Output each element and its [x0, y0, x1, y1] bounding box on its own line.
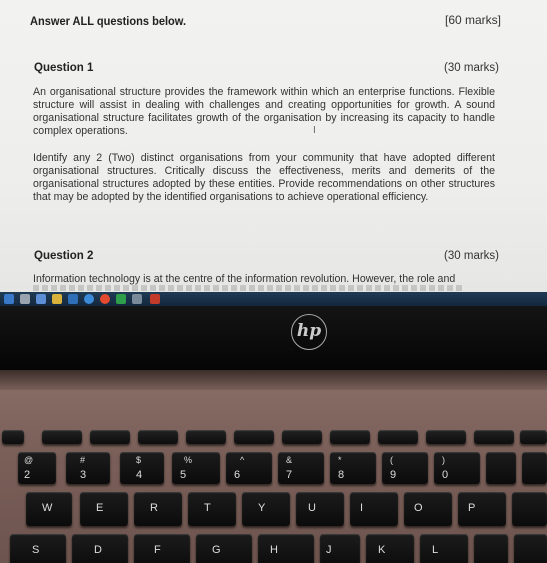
key-4[interactable]	[120, 452, 164, 484]
question-1-marks: (30 marks)	[444, 62, 499, 74]
key-9-shift-label: (	[390, 455, 393, 465]
key-f7[interactable]	[330, 430, 370, 444]
key-esc[interactable]	[2, 430, 24, 444]
key-9[interactable]	[382, 452, 428, 484]
key-f9[interactable]	[426, 430, 466, 444]
hp-logo-icon: hp	[291, 314, 327, 350]
search-icon[interactable]	[20, 294, 30, 304]
key-r[interactable]	[134, 492, 182, 526]
acrobat-icon[interactable]	[150, 294, 160, 304]
word-icon[interactable]	[68, 294, 78, 304]
key-5-shift-label: %	[184, 455, 193, 465]
question-1-paragraph-2: Identify any 2 (Two) distinct organisations from your community that have adopted different organisational structures. Critically discuss the effectiveness, merits and demerits of the organisational structures adopted by these entities. Provide recommendations on other structures that may be adopted by the identified organisations to achieve operational efficiency.	[33, 152, 495, 203]
question-1-paragraph-1: An organisational structure provides the framework within which an enterprise functions. Flexible structure will assist in dealing with challenges and creating opportunities for growth. A sound organisational structure facilitates growth of the organisation by increasing its capacity to handle complex operations.	[33, 86, 495, 137]
key-f8[interactable]	[378, 430, 418, 444]
key-7-shift-label: &	[286, 455, 293, 465]
key-4-label: 4	[136, 469, 143, 481]
key-i-label: I	[360, 502, 364, 514]
key-d-label: D	[94, 544, 102, 556]
key-e[interactable]	[80, 492, 128, 526]
key-semicolon[interactable]	[474, 534, 508, 563]
excel-icon[interactable]	[116, 294, 126, 304]
key-f-label: F	[154, 544, 161, 556]
key-2-shift-label: @	[24, 455, 34, 465]
key-8-shift-label: *	[338, 455, 342, 465]
key-3-shift-label: #	[80, 455, 86, 465]
question-1-title: Question 1	[34, 62, 94, 74]
key-s[interactable]	[10, 534, 66, 563]
key-p[interactable]	[458, 492, 506, 526]
key-7[interactable]	[278, 452, 324, 484]
key-f2[interactable]	[90, 430, 130, 444]
laptop-hinge	[0, 370, 547, 390]
key-u-label: U	[308, 502, 316, 514]
key-l[interactable]	[420, 534, 468, 563]
key-9-label: 9	[390, 469, 397, 481]
key-4-shift-label: $	[136, 455, 142, 465]
key-3-label: 3	[80, 469, 87, 481]
key-0-shift-label: )	[442, 455, 445, 465]
key-h[interactable]	[258, 534, 314, 563]
question-2-paragraph-1: Information technology is at the centre of the information revolution. However, the role and	[33, 273, 456, 285]
key-i[interactable]	[350, 492, 398, 526]
edge-icon[interactable]	[84, 294, 94, 304]
task-view-icon[interactable]	[36, 294, 46, 304]
key-6[interactable]	[226, 452, 272, 484]
key-g[interactable]	[196, 534, 252, 563]
question-2-marks: (30 marks)	[444, 250, 499, 262]
key-y[interactable]	[242, 492, 290, 526]
key-j[interactable]	[320, 534, 360, 563]
key-w-label: W	[42, 502, 53, 514]
key-f[interactable]	[134, 534, 190, 563]
key-d[interactable]	[72, 534, 128, 563]
laptop-bezel	[0, 306, 547, 370]
key-minus[interactable]	[486, 452, 516, 484]
key-r-label: R	[150, 502, 158, 514]
start-icon[interactable]	[4, 294, 14, 304]
key-f10[interactable]	[474, 430, 514, 444]
key-g-label: G	[212, 544, 221, 556]
key-u[interactable]	[296, 492, 344, 526]
key-8-label: 8	[338, 469, 345, 481]
key-equals[interactable]	[522, 452, 547, 484]
key-k-label: K	[378, 544, 386, 556]
key-f11[interactable]	[520, 430, 547, 444]
key-f5[interactable]	[234, 430, 274, 444]
key-y-label: Y	[258, 502, 266, 514]
key-t[interactable]	[188, 492, 236, 526]
chrome-icon[interactable]	[100, 294, 110, 304]
key-5[interactable]	[172, 452, 220, 484]
question-2-title: Question 2	[34, 250, 94, 262]
app-icon[interactable]	[132, 294, 142, 304]
key-8[interactable]	[330, 452, 376, 484]
key-p-label: P	[468, 502, 476, 514]
key-5-label: 5	[180, 469, 187, 481]
key-2-label: 2	[24, 469, 31, 481]
key-j-label: J	[326, 544, 332, 556]
key-h-label: H	[270, 544, 278, 556]
instructions-heading: Answer ALL questions below.	[30, 14, 187, 28]
key-0[interactable]	[434, 452, 480, 484]
key-t-label: T	[204, 502, 211, 514]
key-o-label: O	[414, 502, 423, 514]
total-marks: [60 marks]	[444, 13, 501, 27]
key-0-label: 0	[442, 469, 449, 481]
key-f6[interactable]	[282, 430, 322, 444]
file-explorer-icon[interactable]	[52, 294, 62, 304]
key-f1[interactable]	[42, 430, 82, 444]
key-6-label: 6	[234, 469, 241, 481]
key-o[interactable]	[404, 492, 452, 526]
key-w[interactable]	[26, 492, 72, 526]
cut-off-text-line	[33, 285, 463, 291]
key-quote[interactable]	[514, 534, 547, 563]
text-cursor-icon: I	[313, 125, 316, 136]
key-f3[interactable]	[138, 430, 178, 444]
key-e-label: E	[96, 502, 104, 514]
taskbar	[0, 292, 547, 306]
key-2[interactable]	[18, 452, 56, 484]
key-3[interactable]	[66, 452, 110, 484]
key-f4[interactable]	[186, 430, 226, 444]
key-6-shift-label: ^	[240, 455, 245, 465]
key-7-label: 7	[286, 469, 293, 481]
key-s-label: S	[32, 544, 40, 556]
key-bracket[interactable]	[512, 492, 547, 526]
key-l-label: L	[432, 544, 439, 556]
key-k[interactable]	[366, 534, 414, 563]
